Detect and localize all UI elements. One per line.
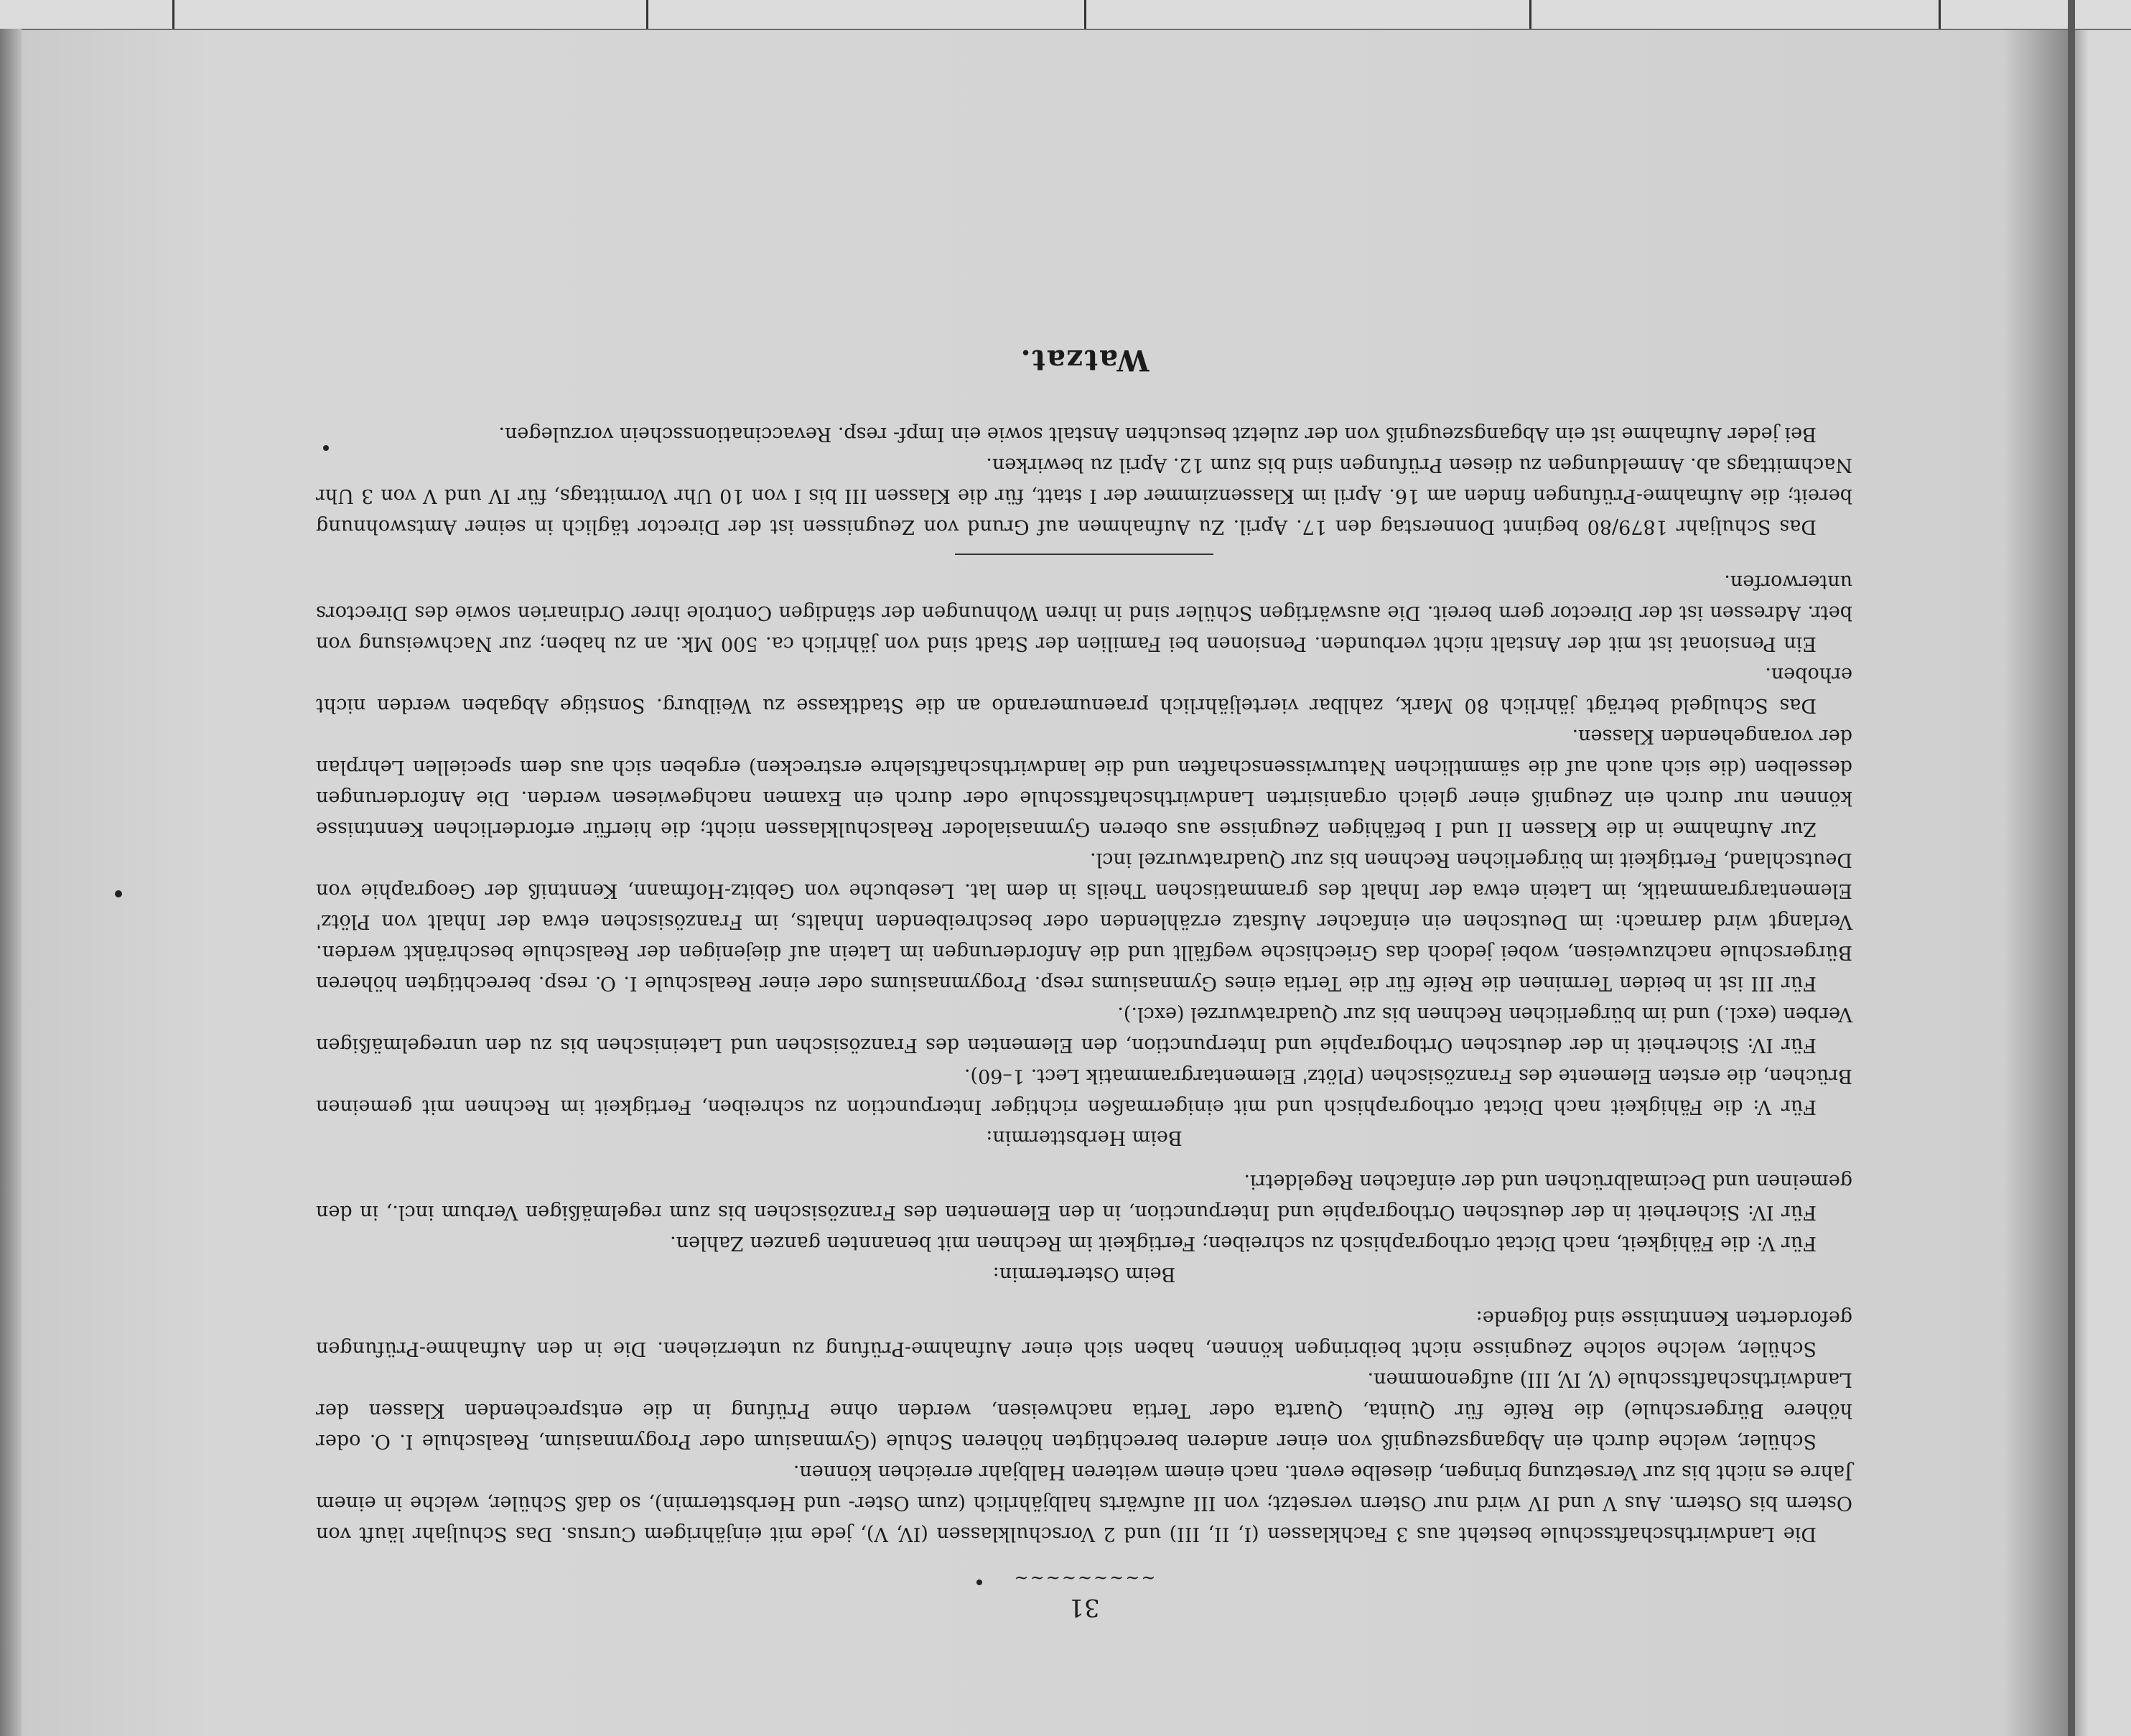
crop-mark: [1939, 0, 1941, 29]
decorative-wave-rule: ~~~~~~~~~: [1012, 1568, 1156, 1588]
crop-mark: [646, 0, 648, 29]
binding-gutter: [2068, 0, 2075, 1736]
section-heading-ostertermin: Beim Ostertermin:: [992, 1263, 1176, 1285]
top-margin-strip: [0, 0, 2131, 30]
ink-spot: [115, 890, 122, 897]
paragraph: Das Schulgeld beträgt jährlich 80 Mark, zahlbar vierteljährlich praenumerando an die Stadtkasse zu Weilburg. Sonstige Abgaben werden nicht erhoben.: [316, 663, 1852, 717]
paragraph: Das Schuljahr 1879/80 beginnt Donnerstag den 17. April. Zu Aufnahmen auf Grund von Zeugnissen ist der Director täglich in seiner Amtswohnung bereit; die Aufnahme-Prüfungen finden am 16. April im Klassenzimmer der I statt, für die Klassen III bis I von 10 Uhr Vormittags, für IV und V von 3 Uhr Nachmittags ab. Anmeldungen zu diesen Prüfungen sind bis zum 12. April zu bewirken.: [316, 454, 1852, 538]
paragraph: Die Landwirthschaftsschule besteht aus 3 Fachklassen (I, II, III) und 2 Vorschulklassen (IV, V), jede mit einjährigem Cursus. Das Schuljahr läuft von Ostern bis Ostern. Aus V und IV wird nur Ostern versetzt; von III aufwärts halbjährlich (zum Oster- und Herbsttermin), so daß Schüler, welche in einem Jahre es nicht bis zur Versetzung bringen, dieselbe event. nach einem weiteren Halbjahr erreichen können.: [316, 1461, 1852, 1545]
page-number: 31: [1068, 1593, 1100, 1622]
crop-mark: [172, 0, 174, 29]
section-divider: [955, 554, 1213, 555]
paragraph: Schüler, welche solche Zeugnisse nicht beibringen können, haben sich einer Aufnahme-Prüfung zu unterziehen. Die in den Aufnahme-Prüfungen geforderten Kenntnisse sind folgende:: [316, 1307, 1852, 1360]
closing-word: Watzat.: [1019, 343, 1150, 377]
paragraph: Bei jeder Aufnahme ist ein Abgangszeugniß von der zuletzt besuchten Anstalt sowie ein Impf- resp. Revaccinationsschein vorzulegen.: [498, 423, 1817, 445]
requirement-item: Für V: die Fähigkeit nach Dictat orthographisch und mit einigermaßen richtiger Interpunction zu schreiben, Fertigkeit im Rechnen mit gemeinen Brüchen, die ersten Elemente des Französischen (Plötz' Elementargrammatik Lect. 1–60).: [316, 1065, 1852, 1118]
requirement-item: Für IV: Sicherheit in der deutschen Orthographie und Interpunction, in den Elementen des Französischen bis zum regelmäßigen Verbum incl., in den gemeinen und Decimalbrüchen und der einfachen Regeldetri.: [316, 1170, 1852, 1223]
left-edge-shadow: [0, 29, 22, 1736]
section-heading-herbsttermin: Beim Herbsttermin:: [986, 1126, 1183, 1149]
rotated-text-block: [316, 302, 1852, 1623]
requirement-item: Für IV: Sicherheit in der deutschen Orthographie und Interpunction, den Elementen des Französischen und Lateinischen bis zu den unregelmäßigen Verben (excl.) und im bürgerlichen Rechnen bis zur Quadratwurzel (excl.).: [316, 1003, 1852, 1056]
paragraph: Schüler, welche durch ein Abgangszeugniß von einer anderen berechtigten höheren Schule (Gymnasium oder Progymnasium, Realschule I. O. oder höhere Bürgerschule) die Reife für Quinta, Quarta oder Tertia nachweisen, werden ohne Prüfung in die entsprechenden Klassen der Landwirthschaftsschule (V, IV, III) aufgenommen.: [316, 1368, 1852, 1452]
requirement-item: Für V: die Fähigkeit, nach Dictat orthographisch zu schreiben; Fertigkeit im Rechnen mit benannten ganzen Zahlen.: [670, 1232, 1817, 1254]
requirement-item: Für III ist in beiden Terminen die Reife für die Tertia eines Gymnasiums resp. Progymnasiums oder einer Realschule I. O. resp. berechtigten höheren Bürgerschule nachzuweisen, wobei jedoch das Griechische wegfällt und die Anforderungen im Latein auf diejenigen der Realschule beschränkt werden. Verlangt wird darnach: im Deutschen ein einfacher Aufsatz erzählenden oder beschreibenden Inhalts, im Französischen etwa der Inhalt von Plötz' Elementargrammatik, im Latein etwa der Inhalt des grammatischen Theils in dem lat. Lesebuche von Gebitz-Hofmann, Kenntniß der Geographie von Deutschland, Fertigkeit im bürgerlichen Rechnen bis zur Quadratwurzel incl.: [316, 849, 1852, 994]
paragraph: Ein Pensionat ist mit der Anstalt nicht verbunden. Pensionen bei Familien der Stadt sind von jährlich ca. 500 Mk. an zu haben; zur Nachweisung von betr. Adressen ist der Director gern bereit. Die auswärtigen Schüler sind in ihren Wohnungen der ständigen Controle ihrer Ordinarien sowie des Directors unterworfen.: [316, 571, 1852, 655]
crop-mark: [1529, 0, 1531, 29]
crop-mark: [1084, 0, 1086, 29]
paragraph: Zur Aufnahme in die Klassen II und I befähigen Zeugnisse aus oberen Gymnasialoder Realschulklassen nicht; die hierfür erforderlichen Kenntnisse können nur durch ein Zeugniß einer gleich organisirten Landwirthschaftsschule oder durch ein Examen nachgewiesen werden. Die Anforderungen desselben (die sich auch auf die sämmtlichen Naturwissenschaften und die landwirthschaftslehre erstrecken) ergeben sich aus dem speciellen Lehrplan der vorangehenden Klassen.: [316, 725, 1852, 840]
